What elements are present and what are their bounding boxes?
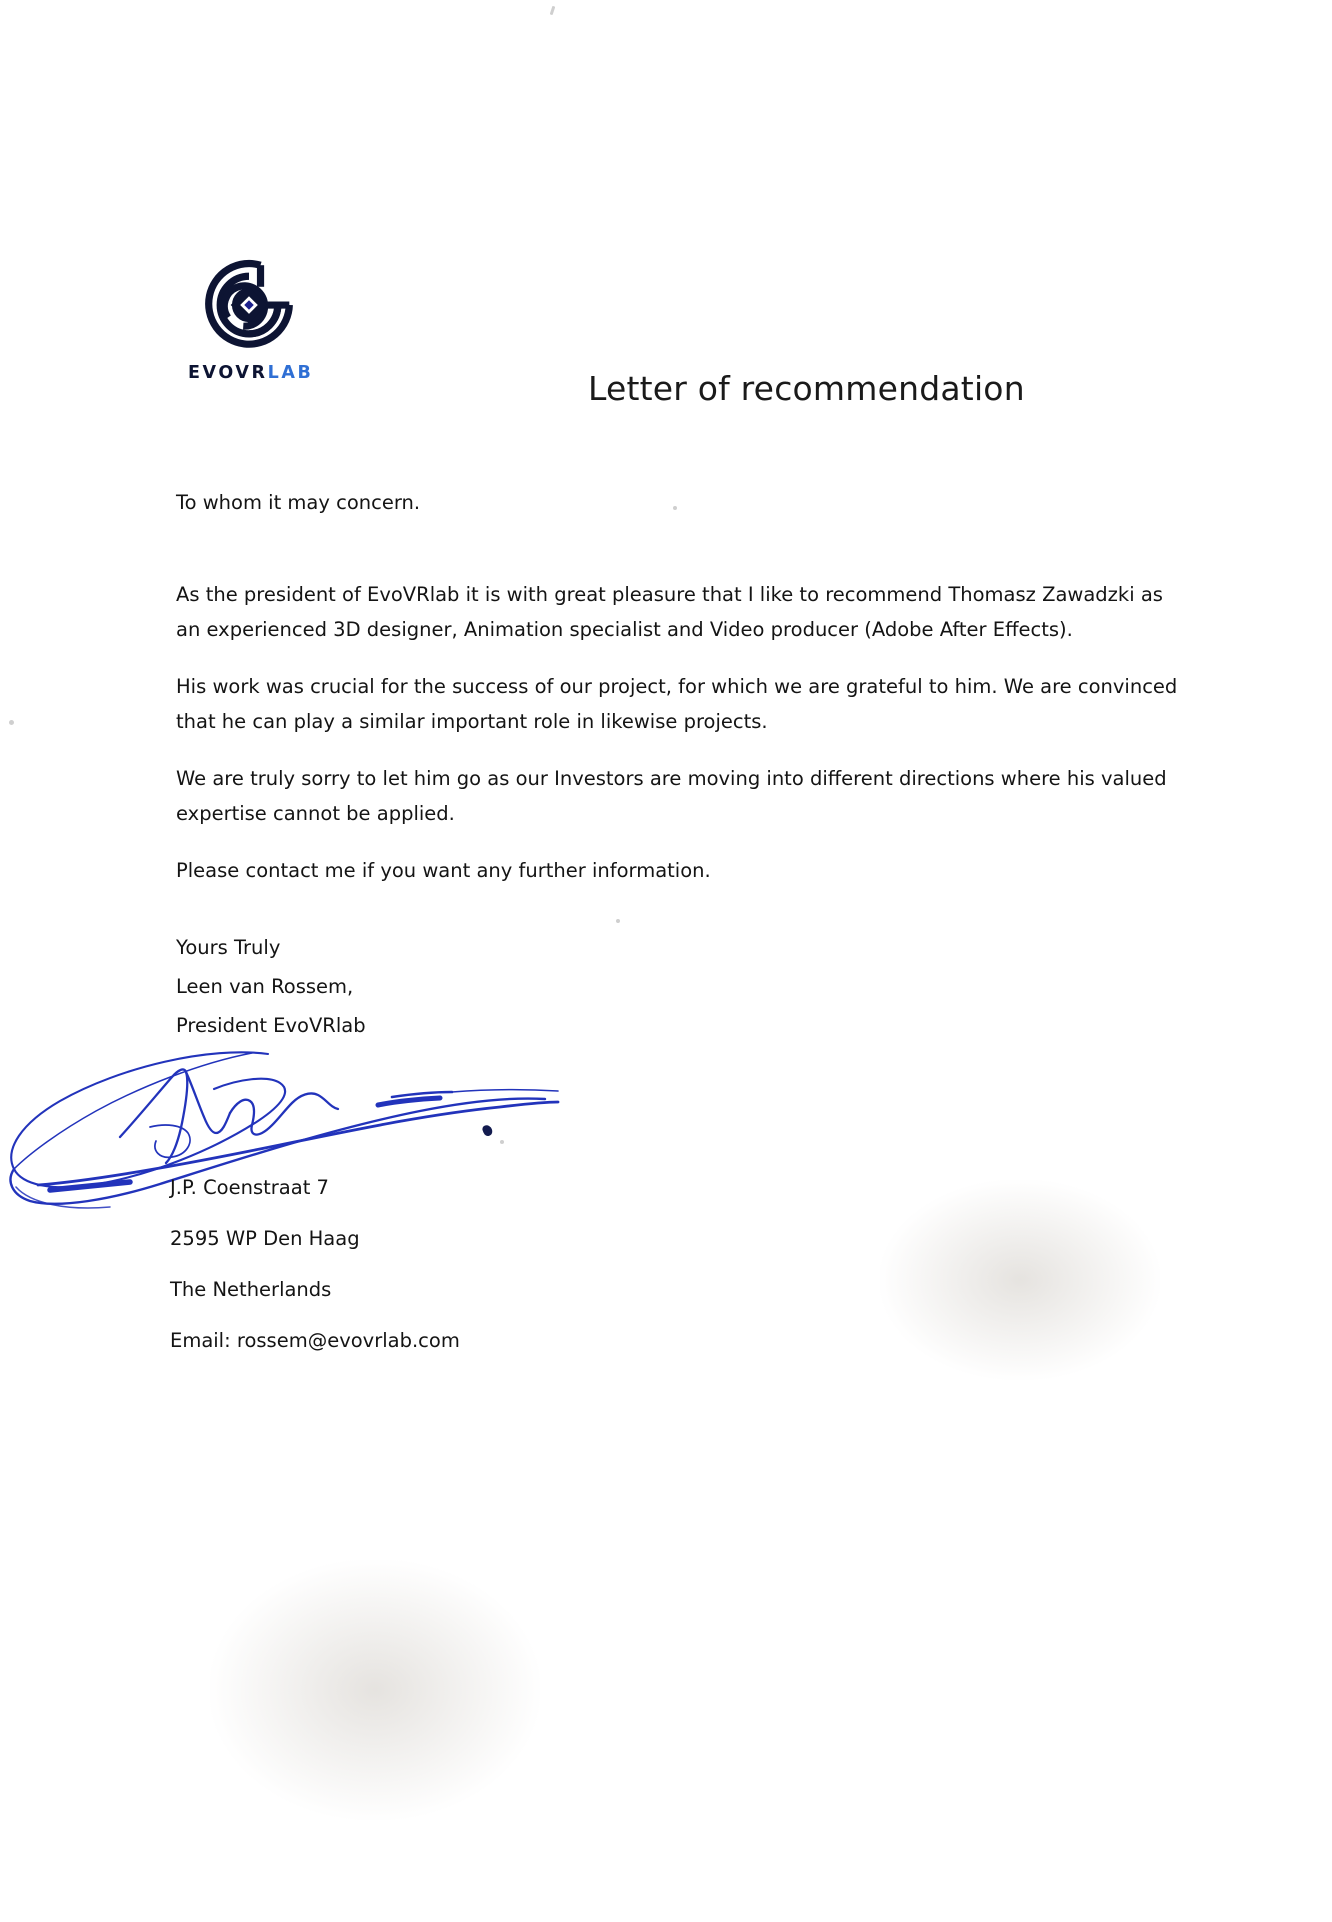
- scan-artifact: [9, 720, 14, 725]
- scan-artifact: [210, 1560, 540, 1820]
- address-country: The Netherlands: [170, 1278, 332, 1301]
- address-block: [170, 1162, 790, 1366]
- address-street: J.P. Coenstraat 7: [170, 1176, 329, 1199]
- letterhead: [188, 258, 358, 383]
- scan-artifact: [550, 6, 556, 15]
- letter-body: [176, 485, 1186, 888]
- address-postal-city: 2595 WP Den Haag: [170, 1227, 360, 1250]
- signature-ink-dot: [481, 1124, 493, 1138]
- body-paragraph-2: His work was crucial for the success of our project, for which we are grateful to him. We are convinced that he can play a similar important role in likewise projects.: [176, 675, 1178, 733]
- scan-artifact: [616, 919, 620, 923]
- body-paragraph-1: As the president of EvoVRlab it is with great pleasure that I like to recommend Thomasz Zawadzki as an experienced 3D designer, Animation specialist and Video producer (Adobe After Effects).: [176, 583, 1163, 641]
- body-paragraph-3: We are truly sorry to let him go as our Investors are moving into different directions where his valued expertise cannot be applied.: [176, 767, 1167, 825]
- salutation: To whom it may concern.: [176, 491, 421, 514]
- scan-artifact: [500, 1140, 504, 1144]
- closing-block: [176, 928, 776, 1045]
- body-paragraph-4: Please contact me if you want any further information.: [176, 859, 711, 882]
- signer-title: President EvoVRlab: [176, 1014, 366, 1037]
- evovrlab-logo-icon: [201, 258, 297, 354]
- scan-artifact: [880, 1180, 1160, 1380]
- page-title: Letter of recommendation: [588, 369, 1025, 408]
- signer-name: Leen van Rossem,: [176, 975, 354, 998]
- address-email: Email: rossem@evovrlab.com: [170, 1329, 460, 1352]
- brand-wordmark: [188, 363, 358, 383]
- wordmark-primary: EVOVR: [188, 363, 268, 383]
- wordmark-secondary: LAB: [267, 363, 314, 383]
- valediction: Yours Truly: [176, 936, 281, 959]
